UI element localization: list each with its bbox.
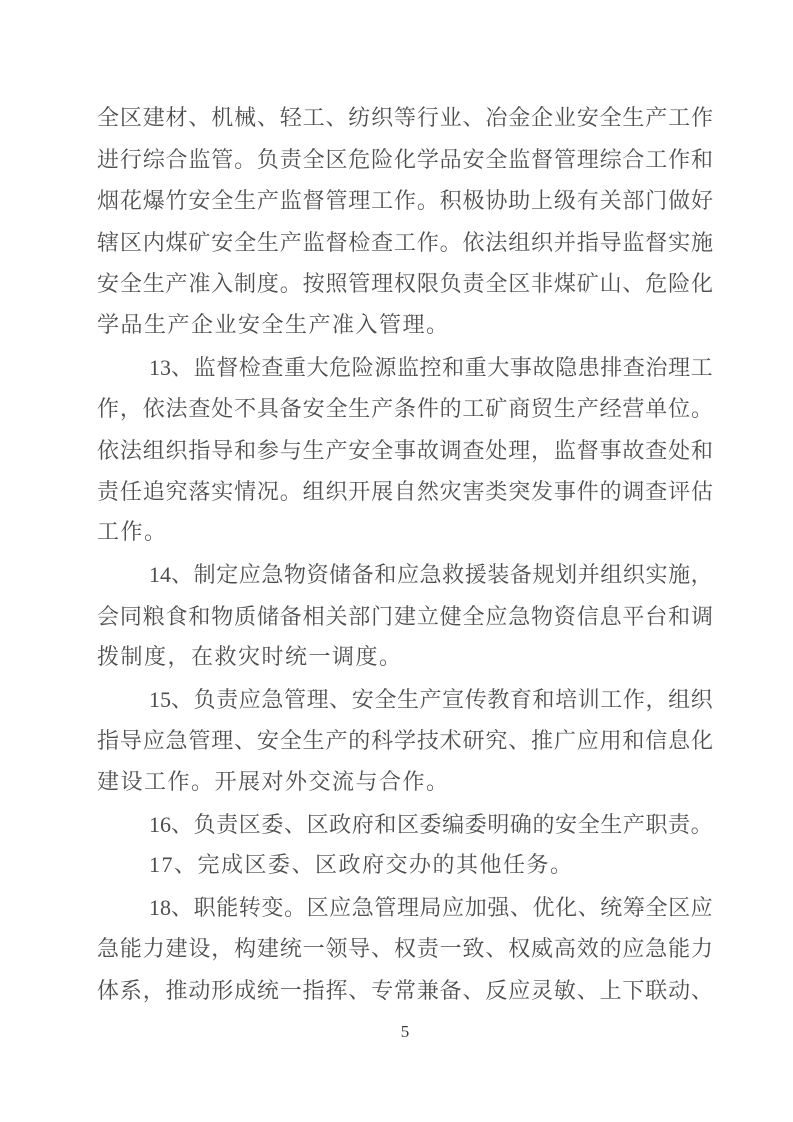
text-line: 工作。 xyxy=(97,519,168,545)
text-line: 进 行 综 合 监 管 。 负 责 全 区 危 险 化 学 品 安 全 监 督 管 理 综 合 工 作 和 xyxy=(97,146,713,172)
document-body xyxy=(97,96,713,1010)
page-number: 5 xyxy=(400,1022,410,1041)
text-line: 急 能 力 建 设 ， 构 建 统 一 领 导 、 权 责 一 致 、 权 威 高 效 的 应 急 能 力 xyxy=(97,936,713,962)
text-line: 辖 区 内 煤 矿 安 全 生 产 监 督 检 查 工 作 。 依 法 组 织 并 指 导 监 督 实 施 xyxy=(97,229,713,255)
text-line: 烟 花 爆 竹 安 全 生 产 监 督 管 理 工 作 。 积 极 协 助 上 级 有 关 部 门 做 好 xyxy=(97,188,713,214)
text-line: 会 同 粮 食 和 物 质 储 备 相 关 部 门 建 立 健 全 应 急 物 资 信 息 平 台 和 调 xyxy=(97,603,713,629)
text-line: 14、 制 定 应 急 物 资 储 备 和 应 急 救 援 装 备 规 划 并 组 织 实 施 ， xyxy=(149,562,713,588)
text-line: 13、 监 督 检 查 重 大 危 险 源 监 控 和 重 大 事 故 隐 患 排 查 治 理 工 xyxy=(149,354,713,380)
text-line: 安 全 生 产 准 入 制 度 。 按 照 管 理 权 限 负 责 全 区 非 煤 矿 山 、 危 险 化 xyxy=(97,271,713,297)
text-line: 学品生产企业安全生产准入管理。 xyxy=(97,311,450,337)
text-line: 拨制度，在救灾时统一调度。 xyxy=(97,644,403,670)
text-line: 15、 负 责 应 急 管 理 、 安 全 生 产 宣 传 教 育 和 培 训 工 作 ， 组 织 xyxy=(149,686,713,712)
text-line: 作 ， 依 法 查 处 不 具 备 安 全 生 产 条 件 的 工 矿 商 贸 生 产 经 营 单 位 。 xyxy=(97,396,713,422)
text-line: 指 导 应 急 管 理 、 安 全 生 产 的 科 学 技 术 研 究 、 推 广 应 用 和 信 息 化 xyxy=(97,728,713,754)
text-line: 依 法 组 织 指 导 和 参 与 生 产 安 全 事 故 调 查 处 理 ， 监 督 事 故 查 处 和 xyxy=(97,437,713,463)
text-line: 全 区 建 材 、 机 械 、 轻 工 、 纺 织 等 行 业 、 冶 金 企 业 安 全 生 产 工 作 xyxy=(97,105,713,131)
text-line: 17、完成区委、区政府交办的其他任务。 xyxy=(149,851,574,877)
text-line: 16、 负 责 区 委 、 区 政 府 和 区 委 编 委 明 确 的 安 全 生 产 职 责 。 xyxy=(149,811,713,837)
text-line: 建设工作。开展对外交流与合作。 xyxy=(97,768,450,794)
text-line: 责 任 追 究 落 实 情 况 。 组 织 开 展 自 然 灾 害 类 突 发 事 件 的 调 查 评 估 xyxy=(97,479,713,505)
text-line: 体 系 ， 推 动 形 成 统 一 指 挥 、 专 常 兼 备 、 反 应 灵 敏 、 上 下 联 动 、 xyxy=(97,977,713,1003)
text-line: 18、 职 能 转 变 。 区 应 急 管 理 局 应 加 强 、 优 化 、 统 筹 全 区 应 xyxy=(149,894,713,920)
